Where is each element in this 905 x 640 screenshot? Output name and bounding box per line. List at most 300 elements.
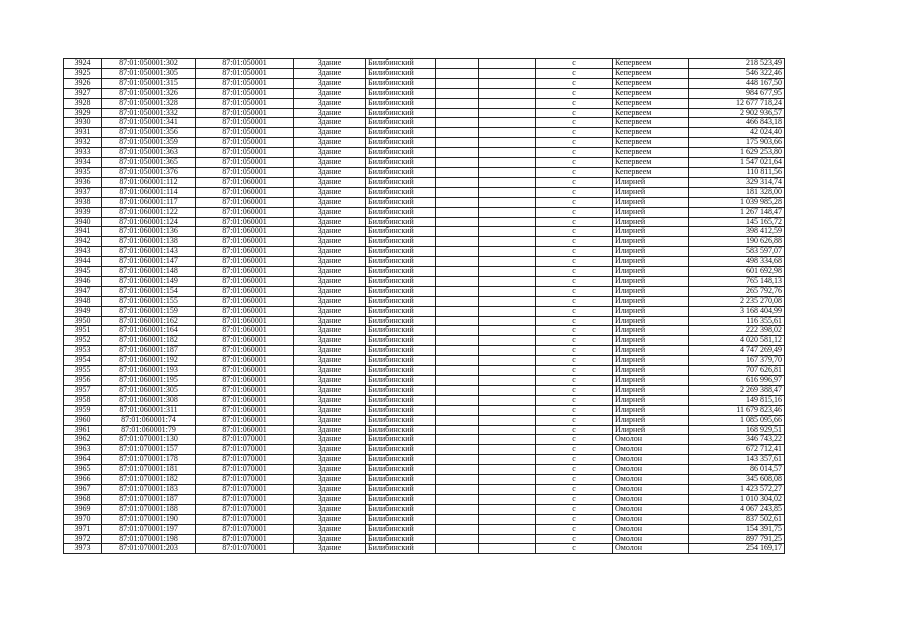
- settlement-type-cell: с: [536, 217, 613, 227]
- cadastral-number-cell: 87:01:060001:124: [102, 217, 196, 227]
- row-number-cell: 3954: [64, 356, 102, 366]
- empty-cell: [436, 326, 479, 336]
- district-cell: Билибинский: [366, 504, 436, 514]
- settlement-type-cell: с: [536, 316, 613, 326]
- settlement-type-cell: с: [536, 494, 613, 504]
- settlement-name-cell: Илирней: [613, 415, 689, 425]
- table-row: [64, 514, 785, 524]
- row-number-cell: 3934: [64, 158, 102, 168]
- cadastral-value-cell: 12 677 718,24: [689, 98, 785, 108]
- cadastral-number-cell: 87:01:060001:308: [102, 395, 196, 405]
- cadastral-number-cell: 87:01:050001:356: [102, 128, 196, 138]
- cadastral-value-cell: 2 269 388,47: [689, 385, 785, 395]
- row-number-cell: 3964: [64, 455, 102, 465]
- settlement-name-cell: Омолон: [613, 524, 689, 534]
- settlement-name-cell: Илирней: [613, 385, 689, 395]
- settlement-name-cell: Кепервеем: [613, 68, 689, 78]
- settlement-name-cell: Кепервеем: [613, 118, 689, 128]
- row-number-cell: 3950: [64, 316, 102, 326]
- object-type-cell: Здание: [294, 504, 366, 514]
- empty-cell: [436, 366, 479, 376]
- cadastral-block-cell: 87:01:060001: [196, 296, 294, 306]
- empty-cell: [436, 187, 479, 197]
- empty-cell: [479, 415, 536, 425]
- cadastral-number-cell: 87:01:050001:305: [102, 68, 196, 78]
- object-type-cell: Здание: [294, 267, 366, 277]
- settlement-name-cell: Омолон: [613, 514, 689, 524]
- object-type-cell: Здание: [294, 524, 366, 534]
- cadastral-number-cell: 87:01:050001:376: [102, 167, 196, 177]
- settlement-type-cell: с: [536, 465, 613, 475]
- empty-cell: [479, 405, 536, 415]
- object-type-cell: Здание: [294, 336, 366, 346]
- district-cell: Билибинский: [366, 484, 436, 494]
- settlement-type-cell: с: [536, 128, 613, 138]
- empty-cell: [436, 524, 479, 534]
- object-type-cell: Здание: [294, 326, 366, 336]
- table-row: [64, 276, 785, 286]
- cadastral-number-cell: 87:01:060001:136: [102, 227, 196, 237]
- cadastral-value-cell: 672 712,41: [689, 445, 785, 455]
- settlement-type-cell: с: [536, 108, 613, 118]
- district-cell: Билибинский: [366, 336, 436, 346]
- object-type-cell: Здание: [294, 306, 366, 316]
- cadastral-block-cell: 87:01:060001: [196, 257, 294, 267]
- settlement-name-cell: Илирней: [613, 267, 689, 277]
- cadastral-value-cell: 616 996,97: [689, 376, 785, 386]
- table-row: [64, 435, 785, 445]
- cadastral-value-cell: 42 024,40: [689, 128, 785, 138]
- cadastral-number-cell: 87:01:070001:181: [102, 465, 196, 475]
- settlement-type-cell: с: [536, 267, 613, 277]
- table-row: [64, 78, 785, 88]
- settlement-type-cell: с: [536, 455, 613, 465]
- table-row: [64, 326, 785, 336]
- cadastral-block-cell: 87:01:060001: [196, 415, 294, 425]
- settlement-type-cell: с: [536, 376, 613, 386]
- cadastral-number-cell: 87:01:060001:195: [102, 376, 196, 386]
- empty-cell: [436, 148, 479, 158]
- row-number-cell: 3931: [64, 128, 102, 138]
- empty-cell: [436, 177, 479, 187]
- empty-cell: [479, 455, 536, 465]
- settlement-name-cell: Кепервеем: [613, 158, 689, 168]
- table-row: [64, 59, 785, 69]
- empty-cell: [479, 68, 536, 78]
- empty-cell: [436, 247, 479, 257]
- cadastral-value-cell: 466 843,18: [689, 118, 785, 128]
- cadastral-number-cell: 87:01:060001:311: [102, 405, 196, 415]
- empty-cell: [479, 484, 536, 494]
- district-cell: Билибинский: [366, 346, 436, 356]
- row-number-cell: 3973: [64, 544, 102, 554]
- empty-cell: [436, 306, 479, 316]
- empty-cell: [436, 346, 479, 356]
- table-row: [64, 98, 785, 108]
- cadastral-value-cell: 345 608,08: [689, 475, 785, 485]
- empty-cell: [479, 524, 536, 534]
- cadastral-value-cell: 4 020 581,12: [689, 336, 785, 346]
- object-type-cell: Здание: [294, 237, 366, 247]
- cadastral-number-cell: 87:01:050001:341: [102, 118, 196, 128]
- cadastral-value-table: [63, 58, 785, 554]
- settlement-type-cell: с: [536, 524, 613, 534]
- settlement-type-cell: с: [536, 187, 613, 197]
- table-row: [64, 524, 785, 534]
- district-cell: Билибинский: [366, 217, 436, 227]
- row-number-cell: 3970: [64, 514, 102, 524]
- district-cell: Билибинский: [366, 78, 436, 88]
- empty-cell: [436, 336, 479, 346]
- object-type-cell: Здание: [294, 207, 366, 217]
- district-cell: Билибинский: [366, 267, 436, 277]
- object-type-cell: Здание: [294, 296, 366, 306]
- empty-cell: [479, 534, 536, 544]
- empty-cell: [479, 435, 536, 445]
- cadastral-block-cell: 87:01:060001: [196, 385, 294, 395]
- cadastral-block-cell: 87:01:050001: [196, 78, 294, 88]
- cadastral-number-cell: 87:01:060001:182: [102, 336, 196, 346]
- cadastral-value-cell: 110 811,56: [689, 167, 785, 177]
- settlement-name-cell: Илирней: [613, 247, 689, 257]
- empty-cell: [436, 78, 479, 88]
- table-row: [64, 465, 785, 475]
- table-row: [64, 484, 785, 494]
- object-type-cell: Здание: [294, 217, 366, 227]
- cadastral-block-cell: 87:01:070001: [196, 484, 294, 494]
- cadastral-number-cell: 87:01:060001:147: [102, 257, 196, 267]
- empty-cell: [436, 455, 479, 465]
- cadastral-block-cell: 87:01:060001: [196, 346, 294, 356]
- cadastral-block-cell: 87:01:050001: [196, 88, 294, 98]
- empty-cell: [479, 207, 536, 217]
- row-number-cell: 3928: [64, 98, 102, 108]
- cadastral-value-cell: 1 010 304,02: [689, 494, 785, 504]
- empty-cell: [479, 356, 536, 366]
- settlement-type-cell: с: [536, 118, 613, 128]
- cadastral-value-cell: 1 085 095,66: [689, 415, 785, 425]
- settlement-name-cell: Илирней: [613, 306, 689, 316]
- cadastral-block-cell: 87:01:050001: [196, 138, 294, 148]
- cadastral-block-cell: 87:01:050001: [196, 68, 294, 78]
- cadastral-block-cell: 87:01:060001: [196, 306, 294, 316]
- empty-cell: [436, 118, 479, 128]
- object-type-cell: Здание: [294, 475, 366, 485]
- district-cell: Билибинский: [366, 148, 436, 158]
- district-cell: Билибинский: [366, 376, 436, 386]
- empty-cell: [436, 435, 479, 445]
- settlement-type-cell: с: [536, 356, 613, 366]
- cadastral-number-cell: 87:01:050001:315: [102, 78, 196, 88]
- district-cell: Билибинский: [366, 415, 436, 425]
- district-cell: Билибинский: [366, 395, 436, 405]
- row-number-cell: 3959: [64, 405, 102, 415]
- cadastral-block-cell: 87:01:060001: [196, 177, 294, 187]
- row-number-cell: 3935: [64, 167, 102, 177]
- district-cell: Билибинский: [366, 544, 436, 554]
- empty-cell: [436, 296, 479, 306]
- object-type-cell: Здание: [294, 148, 366, 158]
- empty-cell: [436, 227, 479, 237]
- row-number-cell: 3962: [64, 435, 102, 445]
- empty-cell: [436, 405, 479, 415]
- cadastral-value-cell: 398 412,59: [689, 227, 785, 237]
- object-type-cell: Здание: [294, 138, 366, 148]
- row-number-cell: 3955: [64, 366, 102, 376]
- district-cell: Билибинский: [366, 227, 436, 237]
- empty-cell: [479, 59, 536, 69]
- settlement-type-cell: с: [536, 425, 613, 435]
- cadastral-block-cell: 87:01:060001: [196, 405, 294, 415]
- settlement-type-cell: с: [536, 78, 613, 88]
- settlement-type-cell: с: [536, 59, 613, 69]
- object-type-cell: Здание: [294, 257, 366, 267]
- settlement-type-cell: с: [536, 247, 613, 257]
- settlement-type-cell: с: [536, 445, 613, 455]
- cadastral-number-cell: 87:01:060001:112: [102, 177, 196, 187]
- settlement-type-cell: с: [536, 227, 613, 237]
- object-type-cell: Здание: [294, 128, 366, 138]
- district-cell: Билибинский: [366, 455, 436, 465]
- empty-cell: [479, 148, 536, 158]
- table-row: [64, 415, 785, 425]
- object-type-cell: Здание: [294, 494, 366, 504]
- table-row: [64, 395, 785, 405]
- district-cell: Билибинский: [366, 445, 436, 455]
- settlement-name-cell: Омолон: [613, 484, 689, 494]
- object-type-cell: Здание: [294, 247, 366, 257]
- row-number-cell: 3972: [64, 534, 102, 544]
- empty-cell: [479, 177, 536, 187]
- settlement-name-cell: Илирней: [613, 405, 689, 415]
- empty-cell: [479, 494, 536, 504]
- cadastral-number-cell: 87:01:050001:302: [102, 59, 196, 69]
- cadastral-block-cell: 87:01:060001: [196, 276, 294, 286]
- cadastral-value-cell: 11 679 823,46: [689, 405, 785, 415]
- empty-cell: [479, 376, 536, 386]
- cadastral-value-cell: 116 355,61: [689, 316, 785, 326]
- settlement-name-cell: Омолон: [613, 435, 689, 445]
- empty-cell: [436, 356, 479, 366]
- settlement-type-cell: с: [536, 514, 613, 524]
- empty-cell: [479, 544, 536, 554]
- cadastral-number-cell: 87:01:050001:365: [102, 158, 196, 168]
- district-cell: Билибинский: [366, 237, 436, 247]
- settlement-name-cell: Илирней: [613, 276, 689, 286]
- district-cell: Билибинский: [366, 494, 436, 504]
- empty-cell: [479, 425, 536, 435]
- object-type-cell: Здание: [294, 286, 366, 296]
- table-row: [64, 68, 785, 78]
- table-row: [64, 494, 785, 504]
- cadastral-value-cell: 546 322,46: [689, 68, 785, 78]
- empty-cell: [479, 138, 536, 148]
- settlement-name-cell: Омолон: [613, 544, 689, 554]
- district-cell: Билибинский: [366, 425, 436, 435]
- table-row: [64, 366, 785, 376]
- table-row: [64, 128, 785, 138]
- district-cell: Билибинский: [366, 366, 436, 376]
- empty-cell: [436, 276, 479, 286]
- cadastral-number-cell: 87:01:060001:149: [102, 276, 196, 286]
- cadastral-value-cell: 2 902 936,57: [689, 108, 785, 118]
- table-row: [64, 148, 785, 158]
- object-type-cell: Здание: [294, 455, 366, 465]
- table-row: [64, 316, 785, 326]
- cadastral-value-cell: 707 626,81: [689, 366, 785, 376]
- district-cell: Билибинский: [366, 207, 436, 217]
- object-type-cell: Здание: [294, 514, 366, 524]
- cadastral-block-cell: 87:01:060001: [196, 316, 294, 326]
- empty-cell: [479, 385, 536, 395]
- settlement-name-cell: Илирней: [613, 425, 689, 435]
- empty-cell: [479, 88, 536, 98]
- settlement-type-cell: с: [536, 385, 613, 395]
- settlement-type-cell: с: [536, 326, 613, 336]
- cadastral-block-cell: 87:01:050001: [196, 108, 294, 118]
- settlement-type-cell: с: [536, 346, 613, 356]
- row-number-cell: 3968: [64, 494, 102, 504]
- empty-cell: [479, 445, 536, 455]
- cadastral-number-cell: 87:01:060001:114: [102, 187, 196, 197]
- settlement-type-cell: с: [536, 257, 613, 267]
- row-number-cell: 3941: [64, 227, 102, 237]
- row-number-cell: 3927: [64, 88, 102, 98]
- settlement-type-cell: с: [536, 435, 613, 445]
- empty-cell: [436, 257, 479, 267]
- empty-cell: [479, 167, 536, 177]
- cadastral-number-cell: 87:01:050001:363: [102, 148, 196, 158]
- cadastral-value-cell: 984 677,95: [689, 88, 785, 98]
- table-body: [64, 59, 785, 554]
- empty-cell: [436, 316, 479, 326]
- cadastral-block-cell: 87:01:050001: [196, 158, 294, 168]
- object-type-cell: Здание: [294, 78, 366, 88]
- district-cell: Билибинский: [366, 59, 436, 69]
- empty-cell: [436, 59, 479, 69]
- empty-cell: [436, 514, 479, 524]
- row-number-cell: 3933: [64, 148, 102, 158]
- table-row: [64, 385, 785, 395]
- settlement-type-cell: с: [536, 484, 613, 494]
- district-cell: Билибинский: [366, 405, 436, 415]
- table-row: [64, 88, 785, 98]
- table-row: [64, 336, 785, 346]
- cadastral-block-cell: 87:01:070001: [196, 465, 294, 475]
- empty-cell: [436, 494, 479, 504]
- district-cell: Билибинский: [366, 257, 436, 267]
- settlement-type-cell: с: [536, 534, 613, 544]
- row-number-cell: 3942: [64, 237, 102, 247]
- empty-cell: [436, 167, 479, 177]
- cadastral-value-cell: 149 815,16: [689, 395, 785, 405]
- empty-cell: [479, 316, 536, 326]
- empty-cell: [479, 336, 536, 346]
- cadastral-value-cell: 601 692,98: [689, 267, 785, 277]
- settlement-type-cell: с: [536, 296, 613, 306]
- object-type-cell: Здание: [294, 276, 366, 286]
- row-number-cell: 3960: [64, 415, 102, 425]
- settlement-name-cell: Илирней: [613, 177, 689, 187]
- settlement-type-cell: с: [536, 475, 613, 485]
- cadastral-number-cell: 87:01:070001:183: [102, 484, 196, 494]
- settlement-name-cell: Илирней: [613, 376, 689, 386]
- settlement-type-cell: с: [536, 544, 613, 554]
- settlement-name-cell: Кепервеем: [613, 128, 689, 138]
- cadastral-number-cell: 87:01:070001:182: [102, 475, 196, 485]
- cadastral-value-cell: 765 148,13: [689, 276, 785, 286]
- settlement-type-cell: с: [536, 167, 613, 177]
- row-number-cell: 3965: [64, 465, 102, 475]
- object-type-cell: Здание: [294, 425, 366, 435]
- table-row: [64, 425, 785, 435]
- settlement-name-cell: Илирней: [613, 346, 689, 356]
- district-cell: Билибинский: [366, 138, 436, 148]
- table-row: [64, 207, 785, 217]
- empty-cell: [479, 197, 536, 207]
- settlement-name-cell: Илирней: [613, 336, 689, 346]
- cadastral-value-cell: 1 629 253,80: [689, 148, 785, 158]
- object-type-cell: Здание: [294, 88, 366, 98]
- cadastral-number-cell: 87:01:070001:187: [102, 494, 196, 504]
- district-cell: Билибинский: [366, 108, 436, 118]
- district-cell: Билибинский: [366, 247, 436, 257]
- cadastral-block-cell: 87:01:050001: [196, 128, 294, 138]
- object-type-cell: Здание: [294, 59, 366, 69]
- object-type-cell: Здание: [294, 177, 366, 187]
- cadastral-block-cell: 87:01:070001: [196, 524, 294, 534]
- cadastral-block-cell: 87:01:060001: [196, 227, 294, 237]
- cadastral-number-cell: 87:01:060001:148: [102, 267, 196, 277]
- empty-cell: [479, 257, 536, 267]
- cadastral-number-cell: 87:01:060001:162: [102, 316, 196, 326]
- row-number-cell: 3924: [64, 59, 102, 69]
- settlement-type-cell: с: [536, 158, 613, 168]
- empty-cell: [436, 475, 479, 485]
- row-number-cell: 3945: [64, 267, 102, 277]
- object-type-cell: Здание: [294, 415, 366, 425]
- cadastral-number-cell: 87:01:070001:197: [102, 524, 196, 534]
- cadastral-number-cell: 87:01:060001:122: [102, 207, 196, 217]
- cadastral-value-cell: 3 168 404,99: [689, 306, 785, 316]
- row-number-cell: 3948: [64, 296, 102, 306]
- cadastral-value-cell: 265 792,76: [689, 286, 785, 296]
- table-row: [64, 138, 785, 148]
- object-type-cell: Здание: [294, 465, 366, 475]
- cadastral-number-cell: 87:01:060001:138: [102, 237, 196, 247]
- settlement-name-cell: Кепервеем: [613, 148, 689, 158]
- object-type-cell: Здание: [294, 118, 366, 128]
- cadastral-block-cell: 87:01:060001: [196, 425, 294, 435]
- settlement-type-cell: с: [536, 415, 613, 425]
- cadastral-value-cell: 498 334,68: [689, 257, 785, 267]
- settlement-name-cell: Илирней: [613, 237, 689, 247]
- settlement-type-cell: с: [536, 276, 613, 286]
- table-row: [64, 158, 785, 168]
- cadastral-number-cell: 87:01:050001:332: [102, 108, 196, 118]
- empty-cell: [436, 445, 479, 455]
- cadastral-block-cell: 87:01:060001: [196, 395, 294, 405]
- cadastral-number-cell: 87:01:070001:190: [102, 514, 196, 524]
- table-row: [64, 197, 785, 207]
- table-row: [64, 217, 785, 227]
- empty-cell: [436, 286, 479, 296]
- cadastral-value-cell: 1 039 985,28: [689, 197, 785, 207]
- empty-cell: [479, 514, 536, 524]
- settlement-type-cell: с: [536, 395, 613, 405]
- object-type-cell: Здание: [294, 366, 366, 376]
- cadastral-block-cell: 87:01:070001: [196, 494, 294, 504]
